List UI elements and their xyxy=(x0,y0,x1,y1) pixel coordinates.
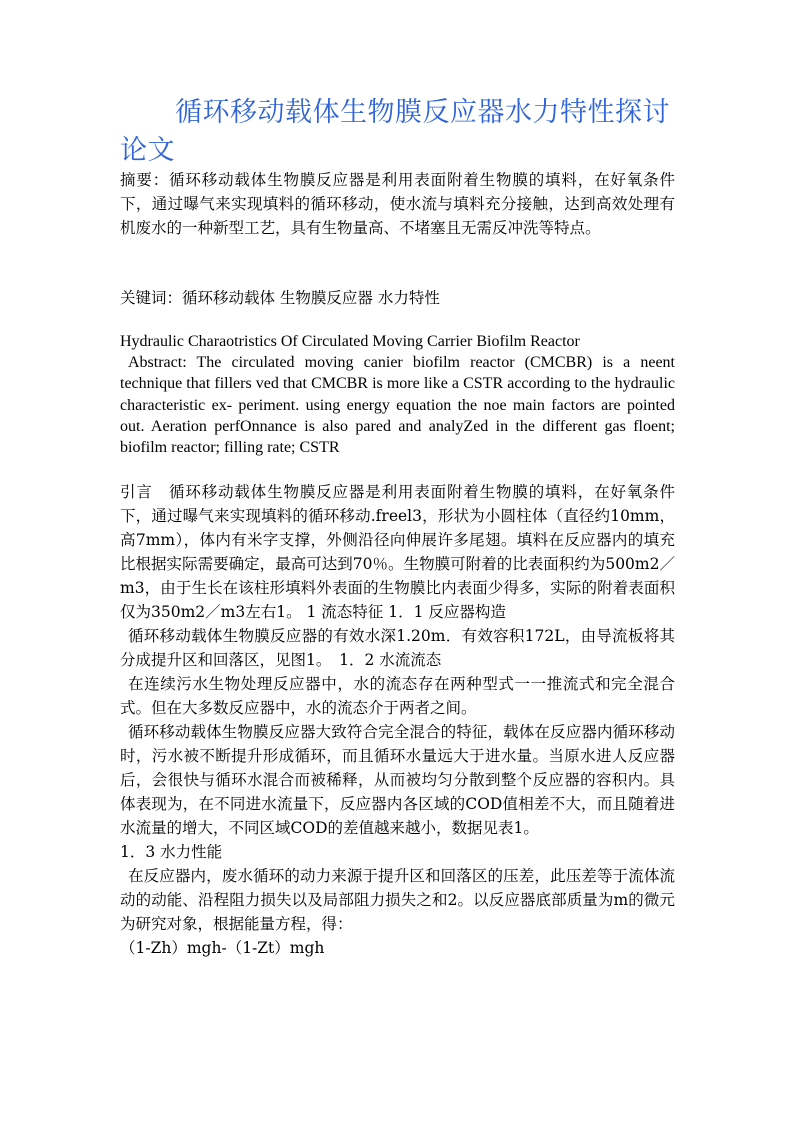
chinese-keywords xyxy=(120,286,675,310)
paragraph-flow-pattern: 在连续污水生物处理反应器中，水的流态存在两种型式一一推流式和完全混合式。但在大多数反应器中，水的流态介于两者之间。 xyxy=(120,675,675,717)
body-text xyxy=(120,480,675,960)
equation-line: （1-Zh）mgh-（1-Zt）mgh xyxy=(120,939,325,957)
abstract-text: 摘要：循环移动载体生物膜反应器是利用表面附着生物膜的填料，在好氧条件下，通过曝气来实现填料的循环移动，使水流与填料充分接触，达到高效处理有机废水的一种新型工艺，具有生物量高、不堵塞且无需反冲洗等特点。 xyxy=(120,171,675,237)
paragraph-reactor-structure: 循环移动载体生物膜反应器的有效水深1.20m．有效容积172L，由导流板将其分成提升区和回落区，见图1。 1．2 水流流态 xyxy=(120,627,675,669)
paragraph-hydraulic-performance: 在反应器内，废水循环的动力来源于提升区和回落区的压差，此压差等于流体流动的动能、沿程阻力损失以及局部阻力损失之和2。以反应器底部质量为m的微元为研究对象，根据能量方程，得： xyxy=(120,867,675,933)
english-title-text: Hydraulic Charaotristics Of Circulated Moving Carrier Biofilm Reactor xyxy=(120,333,580,350)
english-title xyxy=(120,331,675,353)
paragraph-introduction: 引言 循环移动载体生物膜反应器是利用表面附着生物膜的填料，在好氧条件下，通过曝气来实现填料的循环移动.freel3，形状为小圆柱体（直径约10mm，高7mm），体内有米字支撑，外侧沿径向伸展许多尾翅。填料在反应器内的填充比根据实际需要确定，最高可达到70％。生物膜可附着的比表面积约为500m2／m3，由于生长在该柱形填料外表面的生物膜比内表面少得多，实际的附着表面积仅为350m2／m3左右1。 1 流态特征 1．1 反应器构造 xyxy=(120,483,675,621)
chinese-abstract xyxy=(120,168,675,240)
english-abstract-text: Abstract: The circulated moving canier biofilm reactor (CMCBR) is a neent technique that fillers ved that CMCBR is more like a CSTR according to the hydraulic characteristic ex- periment. using energy equation the noe main factors are pointed out. Aeration perfOnnance is also pared and analyZed in the different gas floent; biofilm reactor; filling rate; CSTR xyxy=(120,354,675,457)
keywords-text: 关键词：循环移动载体 生物膜反应器 水力特性 xyxy=(120,289,440,307)
document-title: 循环移动载体生物膜反应器水力特性探讨论文 xyxy=(120,97,670,166)
paragraph-complete-mixing: 循环移动载体生物膜反应器大致符合完全混合的特征，载体在反应器内循环移动时，污水被不断提升形成循环，而且循环水量远大于进水量。当原水进人反应器后，会很快与循环水混合而被稀释，从而被均匀分散到整个反应器的容积内。具体表现为，在不同进水流量下，反应器内各区域的COD值相差不大，而且随着进水流量的增大，不同区域COD的差值越来越小，数据见表1。 xyxy=(120,723,675,837)
english-abstract xyxy=(120,352,675,458)
section-heading-hydraulic-performance: 1．3 水力性能 xyxy=(120,843,223,861)
